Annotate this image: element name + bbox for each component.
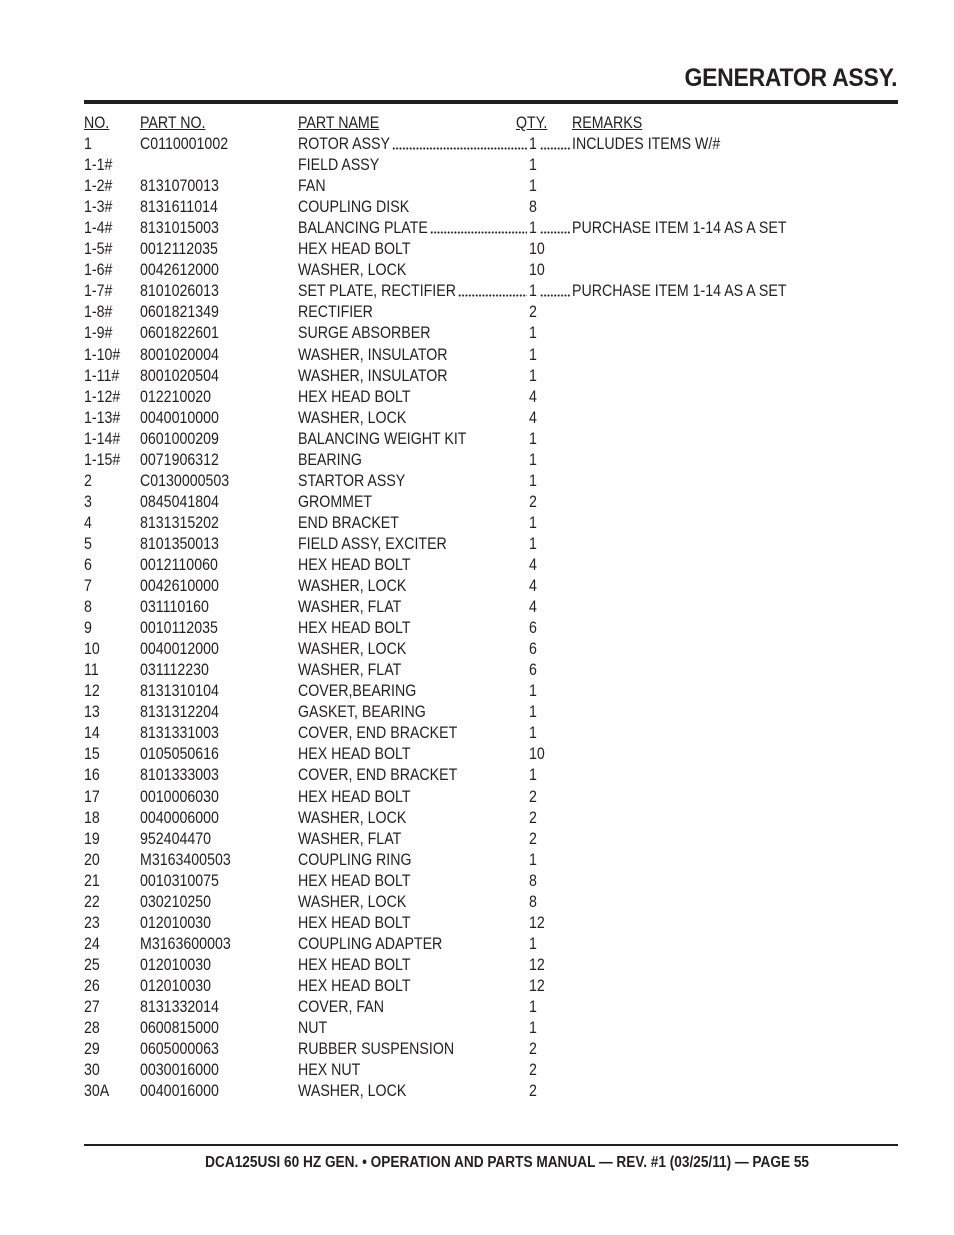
qty: 10 — [529, 745, 545, 764]
qty: 6 — [529, 661, 537, 680]
table-row — [84, 808, 844, 829]
part-no: 0040010000 — [140, 408, 219, 427]
part-name: SURGE ABSORBER — [298, 324, 431, 343]
part-no: 0601821349 — [140, 303, 219, 322]
qty: 2 — [529, 492, 537, 511]
part-no: 8131070013 — [140, 177, 219, 196]
part-name: RECTIFIER — [298, 303, 373, 322]
item-no: 1-11# — [84, 366, 120, 385]
item-no: 8 — [84, 598, 92, 617]
table-row — [84, 892, 844, 913]
table-row — [84, 681, 844, 702]
table-row — [84, 934, 844, 955]
qty: 1 — [529, 450, 537, 469]
qty: 8 — [529, 871, 537, 890]
item-no: 17 — [84, 787, 100, 806]
table-row — [84, 281, 844, 302]
item-no: 1-10# — [84, 345, 121, 364]
table-row — [84, 660, 844, 681]
part-name: SET PLATE, RECTIFIER — [298, 282, 456, 301]
part-no: M3163600003 — [140, 934, 231, 953]
part-no: 0601822601 — [140, 324, 219, 343]
table-row — [84, 955, 844, 976]
qty: 10 — [529, 240, 545, 259]
table-row — [84, 1018, 844, 1039]
part-no: 0042610000 — [140, 577, 219, 596]
qty: 1 — [529, 682, 537, 701]
item-no: 5 — [84, 534, 92, 553]
item-no: 1-4# — [84, 219, 113, 238]
qty: 2 — [529, 1040, 537, 1059]
part-no: 0600815000 — [140, 1019, 219, 1038]
qty: 4 — [529, 408, 537, 427]
qty: 1 — [529, 724, 537, 743]
part-name: BALANCING WEIGHT KIT — [298, 429, 467, 448]
table-row — [84, 450, 844, 471]
header-rule — [84, 100, 898, 104]
footer-text: DCA125USI 60 HZ GEN. • OPERATION AND PARTS MANUAL — REV. #1 (03/25/11) — PAGE 55 — [205, 1154, 809, 1171]
table-row — [84, 913, 844, 934]
item-no: 1-3# — [84, 198, 113, 217]
table-row — [84, 639, 844, 660]
qty: 8 — [529, 892, 537, 911]
table-row — [84, 323, 844, 344]
part-no: C0110001002 — [140, 135, 229, 154]
table-header — [84, 113, 844, 134]
table-row — [84, 471, 844, 492]
part-no: 012010030 — [140, 955, 212, 974]
part-name: FAN — [298, 177, 326, 196]
item-no: 1-7# — [84, 282, 113, 301]
table-row — [84, 345, 844, 366]
part-name: WASHER, LOCK — [298, 892, 407, 911]
parts-rows — [84, 134, 844, 1102]
item-no: 10 — [84, 640, 100, 659]
table-row — [84, 597, 844, 618]
part-name: WASHER, LOCK — [298, 261, 407, 280]
table-row — [84, 408, 844, 429]
part-no: 8131331003 — [140, 724, 219, 743]
item-no: 2 — [84, 471, 92, 490]
part-name: HEX HEAD BOLT — [298, 955, 411, 974]
table-row — [84, 134, 844, 155]
qty: 1 — [529, 156, 537, 175]
remarks: INCLUDES ITEMS W/# — [572, 135, 721, 154]
part-no: 0030016000 — [140, 1061, 219, 1080]
qty: 2 — [529, 787, 537, 806]
qty: 1 — [529, 219, 537, 238]
dot-leader — [540, 294, 570, 297]
item-no: 9 — [84, 619, 92, 638]
qty: 6 — [529, 619, 537, 638]
part-name: HEX HEAD BOLT — [298, 745, 411, 764]
item-no: 27 — [84, 997, 100, 1016]
part-name: COVER, END BRACKET — [298, 766, 458, 785]
table-row — [84, 197, 844, 218]
qty: 1 — [529, 324, 537, 343]
part-name: COVER, END BRACKET — [298, 724, 458, 743]
part-name: END BRACKET — [298, 513, 399, 532]
dot-leader — [392, 147, 527, 150]
part-no: 8101350013 — [140, 534, 219, 553]
part-name: WASHER, INSULATOR — [298, 345, 448, 364]
part-no: 012210020 — [140, 387, 212, 406]
header-qty: QTY. — [516, 114, 548, 132]
part-no: 952404470 — [140, 829, 212, 848]
item-no: 13 — [84, 703, 100, 722]
qty: 4 — [529, 598, 537, 617]
qty: 1 — [529, 282, 537, 301]
part-name: WASHER, LOCK — [298, 577, 407, 596]
part-name: BEARING — [298, 450, 362, 469]
table-row — [84, 176, 844, 197]
part-name: ROTOR ASSY — [298, 135, 391, 154]
qty: 2 — [529, 808, 537, 827]
item-no: 24 — [84, 934, 100, 953]
table-row — [84, 1081, 844, 1102]
part-no: 0845041804 — [140, 492, 219, 511]
qty: 1 — [529, 850, 537, 869]
qty: 1 — [529, 703, 537, 722]
table-row — [84, 1039, 844, 1060]
table-row — [84, 997, 844, 1018]
part-name: HEX HEAD BOLT — [298, 913, 411, 932]
table-row — [84, 1060, 844, 1081]
table-row — [84, 744, 844, 765]
header-no: NO. — [84, 114, 110, 132]
part-name: HEX HEAD BOLT — [298, 240, 411, 259]
qty: 1 — [529, 1019, 537, 1038]
item-no: 29 — [84, 1040, 100, 1059]
part-no: 8001020004 — [140, 345, 219, 364]
part-no: 8131611014 — [140, 198, 218, 217]
part-name: COUPLING ADAPTER — [298, 934, 443, 953]
item-no: 1-2# — [84, 177, 113, 196]
part-no: 031112230 — [140, 661, 209, 680]
item-no: 16 — [84, 766, 100, 785]
item-no: 22 — [84, 892, 100, 911]
qty: 12 — [529, 976, 545, 995]
table-row — [84, 576, 844, 597]
part-name: FIELD ASSY, EXCITER — [298, 534, 447, 553]
remarks: PURCHASE ITEM 1-14 AS A SET — [572, 282, 787, 301]
part-name: WASHER, LOCK — [298, 1082, 407, 1101]
part-name: WASHER, LOCK — [298, 408, 407, 427]
qty: 8 — [529, 198, 537, 217]
item-no: 11 — [84, 661, 99, 680]
part-name: HEX HEAD BOLT — [298, 387, 411, 406]
part-no: 8101333003 — [140, 766, 219, 785]
part-no: 031110160 — [140, 598, 209, 617]
part-no: 0012112035 — [140, 240, 218, 259]
qty: 1 — [529, 471, 537, 490]
item-no: 1-15# — [84, 450, 121, 469]
table-row — [84, 366, 844, 387]
part-no: 0605000063 — [140, 1040, 219, 1059]
table-row — [84, 787, 844, 808]
qty: 1 — [529, 766, 537, 785]
table-row — [84, 555, 844, 576]
dot-leader — [430, 231, 527, 234]
item-no: 3 — [84, 492, 92, 511]
part-no: 0010006030 — [140, 787, 219, 806]
item-no: 6 — [84, 555, 92, 574]
part-name: WASHER, FLAT — [298, 661, 402, 680]
part-name: GROMMET — [298, 492, 373, 511]
part-name: HEX NUT — [298, 1061, 361, 1080]
item-no: 18 — [84, 808, 100, 827]
part-name: WASHER, FLAT — [298, 598, 402, 617]
part-name: HEX HEAD BOLT — [298, 787, 411, 806]
table-row — [84, 260, 844, 281]
dot-leader — [458, 294, 527, 297]
item-no: 1-8# — [84, 303, 113, 322]
qty: 1 — [529, 177, 537, 196]
part-name: WASHER, LOCK — [298, 808, 407, 827]
table-row — [84, 302, 844, 323]
qty: 4 — [529, 387, 537, 406]
part-no: 0042612000 — [140, 261, 219, 280]
table-row — [84, 618, 844, 639]
table-row — [84, 387, 844, 408]
qty: 10 — [529, 261, 545, 280]
item-no: 15 — [84, 745, 100, 764]
part-no: 0601000209 — [140, 429, 219, 448]
table-row — [84, 492, 844, 513]
part-name: COVER,BEARING — [298, 682, 417, 701]
item-no: 21 — [84, 871, 100, 890]
qty: 2 — [529, 829, 537, 848]
item-no: 1-6# — [84, 261, 113, 280]
part-no: 0010310075 — [140, 871, 219, 890]
item-no: 1-13# — [84, 408, 121, 427]
qty: 12 — [529, 913, 545, 932]
item-no: 4 — [84, 513, 92, 532]
part-no: 012010030 — [140, 976, 212, 995]
page-footer — [0, 1154, 954, 1172]
part-no: 8001020504 — [140, 366, 219, 385]
table-row — [84, 829, 844, 850]
item-no: 28 — [84, 1019, 100, 1038]
item-no: 1-1# — [84, 156, 113, 175]
dot-leader — [540, 147, 570, 150]
part-no: 8131310104 — [140, 682, 219, 701]
item-no: 14 — [84, 724, 100, 743]
part-name: WASHER, FLAT — [298, 829, 402, 848]
part-no: 0105050616 — [140, 745, 219, 764]
part-no: 8131332014 — [140, 997, 219, 1016]
table-row — [84, 429, 844, 450]
item-no: 1-5# — [84, 240, 113, 259]
part-name: BALANCING PLATE — [298, 219, 428, 238]
header-remarks: REMARKS — [572, 114, 643, 132]
part-no: 0071906312 — [140, 450, 219, 469]
parts-table — [84, 113, 844, 1102]
table-row — [84, 239, 844, 260]
qty: 1 — [529, 997, 537, 1016]
part-name: COVER, FAN — [298, 997, 384, 1016]
qty: 4 — [529, 555, 537, 574]
part-name: STARTOR ASSY — [298, 471, 406, 490]
part-no: 8131015003 — [140, 219, 219, 238]
table-row — [84, 976, 844, 997]
qty: 2 — [529, 1061, 537, 1080]
item-no: 30 — [84, 1061, 100, 1080]
item-no: 12 — [84, 682, 100, 701]
part-name: WASHER, INSULATOR — [298, 366, 448, 385]
part-no: 030210250 — [140, 892, 212, 911]
item-no: 19 — [84, 829, 100, 848]
part-no: 0010112035 — [140, 619, 218, 638]
part-name: HEX HEAD BOLT — [298, 976, 411, 995]
qty: 2 — [529, 1082, 537, 1101]
qty: 1 — [529, 534, 537, 553]
table-row — [84, 702, 844, 723]
part-no: 0040012000 — [140, 640, 219, 659]
qty: 1 — [529, 366, 537, 385]
qty: 1 — [529, 135, 537, 154]
qty: 1 — [529, 345, 537, 364]
item-no: 26 — [84, 976, 100, 995]
table-row — [84, 723, 844, 744]
part-name: HEX HEAD BOLT — [298, 555, 411, 574]
qty: 4 — [529, 577, 537, 596]
part-name: HEX HEAD BOLT — [298, 871, 411, 890]
item-no: 1 — [84, 135, 92, 154]
part-no: 8131312204 — [140, 703, 219, 722]
item-no: 23 — [84, 913, 100, 932]
part-name: NUT — [298, 1019, 328, 1038]
part-name: COUPLING DISK — [298, 198, 410, 217]
item-no: 1-14# — [84, 429, 121, 448]
part-no: M3163400503 — [140, 850, 231, 869]
table-row — [84, 534, 844, 555]
remarks: PURCHASE ITEM 1-14 AS A SET — [572, 219, 787, 238]
item-no: 1-9# — [84, 324, 113, 343]
part-no: 0040016000 — [140, 1082, 219, 1101]
part-name: FIELD ASSY — [298, 156, 380, 175]
item-no: 1-12# — [84, 387, 121, 406]
footer-rule — [84, 1144, 898, 1146]
part-name: HEX HEAD BOLT — [298, 619, 411, 638]
item-no: 25 — [84, 955, 100, 974]
part-no: 012010030 — [140, 913, 212, 932]
qty: 6 — [529, 640, 537, 659]
item-no: 7 — [84, 577, 92, 596]
part-name: GASKET, BEARING — [298, 703, 426, 722]
part-no: 0012110060 — [140, 555, 218, 574]
qty: 1 — [529, 934, 537, 953]
part-name: RUBBER SUSPENSION — [298, 1040, 455, 1059]
item-no: 20 — [84, 850, 100, 869]
qty: 1 — [529, 429, 537, 448]
item-no: 30A — [84, 1082, 110, 1101]
qty: 12 — [529, 955, 545, 974]
table-row — [84, 155, 844, 176]
qty: 1 — [529, 513, 537, 532]
table-row — [84, 871, 844, 892]
part-no: 8101026013 — [140, 282, 219, 301]
dot-leader — [540, 231, 570, 234]
part-name: WASHER, LOCK — [298, 640, 407, 659]
qty: 2 — [529, 303, 537, 322]
part-no: C0130000503 — [140, 471, 230, 490]
part-name: COUPLING RING — [298, 850, 412, 869]
page-title: GENERATOR ASSY. — [684, 64, 897, 92]
table-row — [84, 218, 844, 239]
header-part-name: PART NAME — [298, 114, 380, 132]
part-no: 8131315202 — [140, 513, 219, 532]
table-row — [84, 765, 844, 786]
table-row — [84, 513, 844, 534]
header-part-no: PART NO. — [140, 114, 206, 132]
table-row — [84, 850, 844, 871]
part-no: 0040006000 — [140, 808, 219, 827]
